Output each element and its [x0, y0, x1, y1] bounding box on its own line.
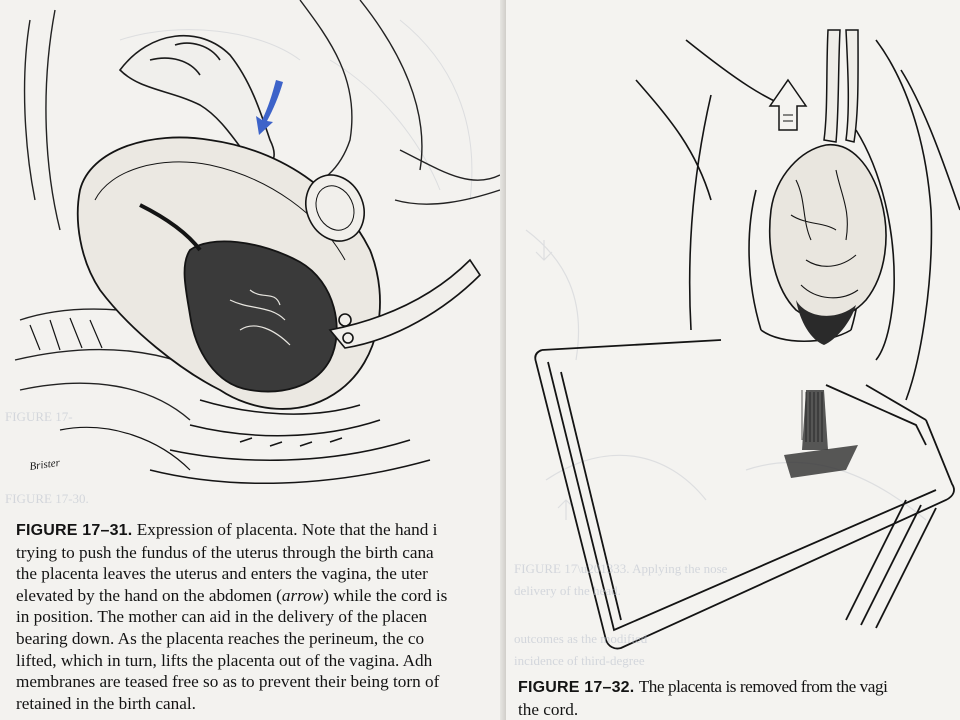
caption-line: the placenta leaves the uterus and enters the vagina, the uter: [16, 564, 428, 584]
figure-17-31-illustration: [0, 0, 506, 515]
figure-label: FIGURE 17–32.: [518, 679, 635, 696]
lift-arrow-icon: [770, 80, 806, 130]
caption-line: retained in the birth canal.: [16, 693, 196, 713]
caption-line: lifted, which in turn, lifts the placenta out of the vagina. Adh: [16, 650, 433, 670]
caption-line: elevated by the hand on the abdomen (arrow) while the cord is: [16, 585, 448, 605]
caption-line: the cord.: [518, 699, 579, 719]
artist-signature: Brister: [28, 456, 61, 473]
caption-line: The placenta is removed from the vagi: [638, 677, 888, 696]
figure-label: FIGURE 17–31.: [16, 522, 133, 539]
left-page: Brister FIGURE 17- FIGURE 17-30. FIGURE 17–31. Expression of placenta. Note that the hand i trying to push the fundus of the uterus through the birth cana the placenta leaves the uterus and enters the vagina, the uter elevated by the hand on the abdomen (arrow) while the cord is in position. The mother can aid in the delivery of the placen bearing down. As the placenta reaches the perineum, the co lifted, which in turn, lifts the placenta out of the vagina. Adh membranes are teased free so as to prevent their being torn of retained in the birth canal.: [0, 0, 506, 720]
caption-line: in position. The mother can aid in the delivery of the placen: [16, 607, 428, 627]
figure-17-31-caption: [16, 519, 504, 714]
caption-line: Expression of placenta. Note that the hand i: [136, 520, 438, 539]
caption-line: bearing down. As the placenta reaches the perineum, the co: [16, 628, 425, 648]
pressure-arrow-icon: [256, 80, 283, 135]
figure-17-32-caption: [518, 676, 960, 720]
right-page: FIGURE 17\u201333. Applying the nose delivery of the head. outcomes as the modified incidence of third-degree: [506, 0, 960, 720]
caption-line: trying to push the fundus of the uterus through the birth cana: [16, 542, 434, 562]
arrow-reference: arrow: [281, 585, 324, 605]
caption-line: membranes are teased free so as to prevent their being torn of: [16, 672, 440, 692]
